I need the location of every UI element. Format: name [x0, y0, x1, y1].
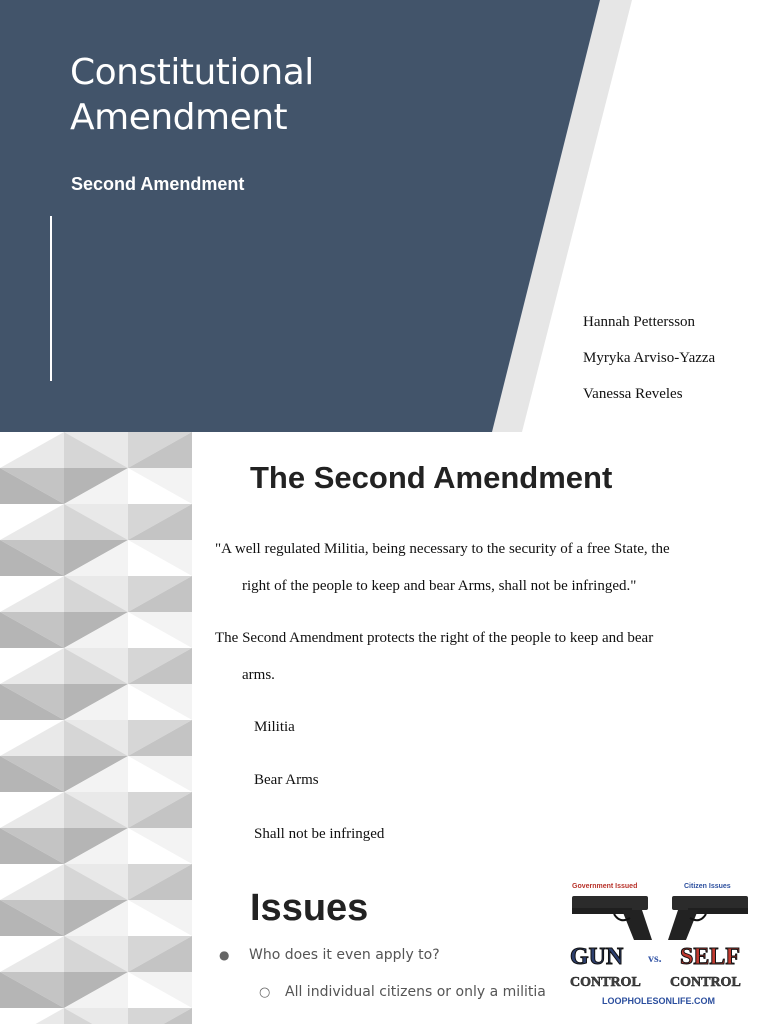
site-url: LOOPHOLESONLIFE.COM [602, 996, 716, 1006]
vertical-divider [50, 216, 52, 381]
section-heading: The Second Amendment [250, 460, 613, 495]
term-militia: Militia [254, 719, 295, 735]
title-line-2: Amendment [70, 97, 288, 138]
term-bear-arms: Bear Arms [254, 772, 319, 788]
quote-line-1: "A well regulated Militia, being necessary to the security of a free State, the [215, 541, 670, 557]
slide-subtitle: Second Amendment [71, 174, 245, 194]
author-name: Vanessa Reveles [583, 386, 683, 402]
protects-line-2: arms. [242, 667, 275, 683]
word-vs: vs. [648, 951, 662, 965]
word-control-left: CONTROL [570, 975, 641, 990]
author-name: Hannah Pettersson [583, 314, 696, 330]
bullet-dot-icon: ● [219, 948, 230, 962]
triangle-pattern [0, 432, 192, 1024]
issues-heading: Issues [250, 887, 369, 929]
issue-text: Who does it even apply to? [249, 947, 440, 963]
protects-line-1: The Second Amendment protects the right of the people to keep and bear [215, 630, 654, 646]
term-not-infringed: Shall not be infringed [254, 826, 385, 842]
label-government-issued: Government Issued [572, 883, 638, 890]
word-control-right: CONTROL [670, 975, 741, 990]
issue-bullet [219, 947, 440, 963]
slide-title [70, 50, 314, 140]
gun-control-image [562, 878, 758, 1012]
title-slide [0, 0, 768, 432]
author-list [583, 314, 715, 422]
word-self: SELF [680, 944, 741, 970]
bullet-circle-icon: ○ [259, 985, 271, 1000]
title-line-1: Constitutional [70, 52, 314, 93]
author-name: Myryka Arviso-Yazza [583, 350, 716, 366]
quote-line-2: right of the people to keep and bear Arms, shall not be infringed." [242, 578, 637, 594]
label-citizen-issues: Citizen Issues [684, 883, 731, 890]
word-gun: GUN [570, 944, 624, 970]
issue-sub-text: All individual citizens or only a militia [285, 984, 546, 1000]
issue-sub-bullet [259, 984, 546, 1000]
